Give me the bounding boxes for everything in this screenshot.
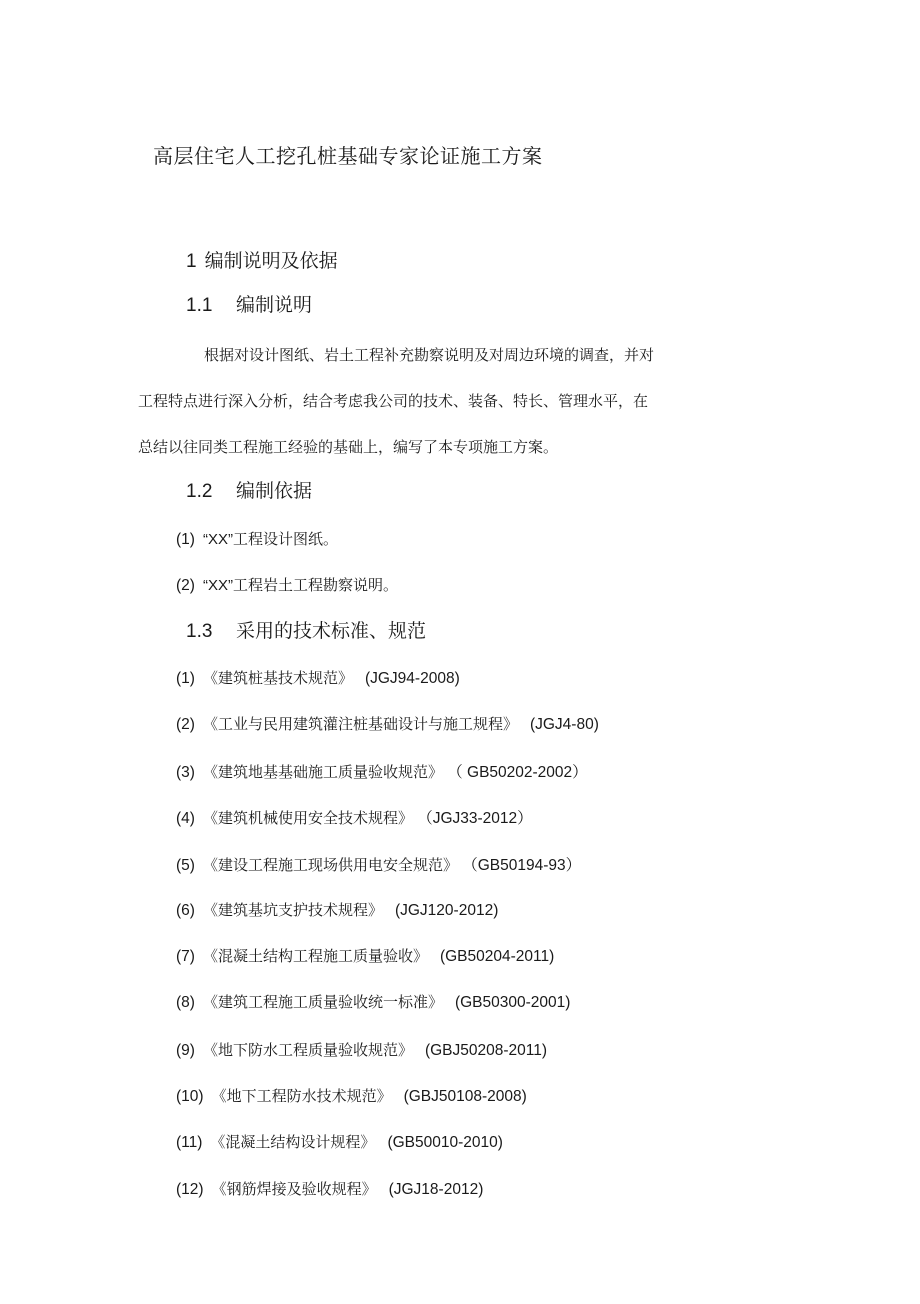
section-1-3-heading [186, 616, 426, 643]
standard-item-index: (4) [176, 810, 195, 827]
standard-item-code: （JGJ33-2012） [424, 810, 533, 827]
standard-item [176, 760, 588, 782]
standard-item-name: 《建筑基坑支护技术规程》 [202, 901, 383, 919]
section-1-1-title: 编制说明 [236, 294, 313, 316]
standard-item [176, 1085, 527, 1106]
standard-item [176, 991, 570, 1012]
standard-item-code: (GB50010-2010) [387, 1134, 503, 1151]
standard-item-index: (12) [176, 1181, 204, 1198]
standard-item [176, 945, 554, 966]
standard-item-index: (2) [176, 716, 195, 733]
standard-item-code: （GB50194-93） [469, 857, 582, 874]
standard-item-code: （ GB50202-2002） [454, 764, 588, 781]
section-1-2-heading [186, 476, 312, 503]
standard-item-code: (JGJ120-2012) [394, 902, 499, 919]
standard-item [176, 806, 533, 828]
section-1-heading [186, 246, 338, 273]
standard-item-code: (JGJ18-2012) [388, 1181, 484, 1198]
standard-item-index: (5) [176, 857, 195, 874]
standard-item-name: 《混凝土结构工程施工质量验收》 [202, 947, 428, 965]
standard-item-index: (10) [176, 1088, 204, 1105]
standard-item [176, 1039, 547, 1060]
standard-item-code: (GBJ50108-2008) [403, 1088, 527, 1105]
section-1-2-number: 1.2 [186, 481, 213, 502]
basis-item-text: 工程岩土工程勘察说明。 [232, 576, 398, 594]
standard-item-name: 《地下防水工程质量验收规范》 [202, 1041, 413, 1059]
basis-item-quote: “XX” [202, 531, 233, 548]
standard-item-code: (GBJ50208-2011) [424, 1042, 548, 1059]
standard-item-index: (7) [176, 948, 195, 965]
standard-item [176, 899, 498, 920]
section-1-title: 编制说明及依据 [204, 250, 338, 272]
basis-item-quote: “XX” [202, 577, 233, 594]
section-1-2-title: 编制依据 [236, 480, 313, 502]
paragraph-line-3: 总结以往同类工程施工经验的基础上，编写了本专项施工方案。 [138, 438, 559, 456]
standard-item-name: 《建筑地基基础施工质量验收规范》 [202, 763, 443, 781]
standard-item-code: (GB50300-2001) [454, 994, 571, 1011]
standard-item [176, 853, 581, 875]
standard-item [176, 1178, 483, 1199]
standard-item-name: 《建设工程施工现场供用电安全规范》 [202, 856, 458, 874]
standard-item-code: (JGJ94-2008) [364, 670, 460, 687]
basis-item-index: (2) [176, 577, 195, 594]
paragraph-line-1: 根据对设计图纸、岩土工程补充勘察说明及对周边环境的调查，并对 [204, 346, 655, 364]
section-1-3-number: 1.3 [186, 621, 213, 642]
standard-item-name: 《地下工程防水技术规范》 [211, 1087, 392, 1105]
basis-item [176, 528, 338, 549]
basis-item-index: (1) [176, 531, 195, 548]
standard-item [176, 667, 460, 688]
basis-item-text: 工程设计图纸。 [232, 530, 338, 548]
paragraph-line-2: 工程特点进行深入分析，结合考虑我公司的技术、装备、特长、管理水平，在 [138, 392, 649, 410]
standard-item [176, 1131, 503, 1152]
section-1-3-title: 采用的技术标准、规范 [236, 620, 427, 642]
standard-item-name: 《建筑桩基技术规范》 [202, 669, 353, 687]
standard-item-index: (6) [176, 902, 195, 919]
standard-item [176, 713, 599, 734]
section-1-number: 1 [186, 251, 197, 272]
standard-item-name: 《工业与民用建筑灌注桩基础设计与施工规程》 [202, 715, 518, 733]
document-title: 高层住宅人工挖孔桩基础专家论证施工方案 [153, 144, 543, 168]
standard-item-name: 《钢筋焊接及验收规程》 [211, 1180, 377, 1198]
standard-item-index: (3) [176, 764, 195, 781]
section-1-1-number: 1.1 [186, 295, 213, 316]
standard-item-index: (9) [176, 1042, 195, 1059]
standard-item-index: (8) [176, 994, 195, 1011]
standard-item-name: 《建筑工程施工质量验收统一标准》 [202, 993, 443, 1011]
standard-item-index: (11) [176, 1134, 203, 1151]
standard-item-name: 《建筑机械使用安全技术规程》 [202, 809, 413, 827]
standard-item-code: (GB50204-2011) [439, 948, 555, 965]
standard-item-code: (JGJ4-80) [529, 716, 599, 733]
standard-item-index: (1) [176, 670, 195, 687]
standard-item-name: 《混凝土结构设计规程》 [210, 1133, 376, 1151]
section-1-1-heading [186, 290, 312, 317]
basis-item [176, 574, 398, 595]
